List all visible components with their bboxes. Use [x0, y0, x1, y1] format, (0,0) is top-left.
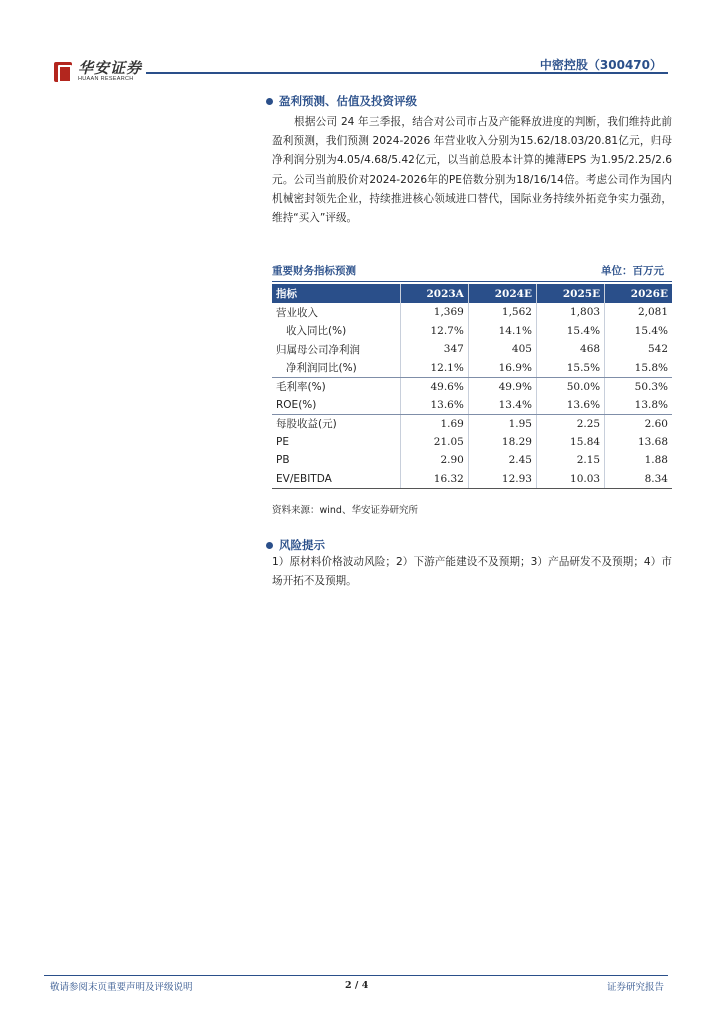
table-row	[272, 414, 672, 433]
column-header: 2024E	[468, 284, 536, 303]
table-cell: 50.0%	[536, 377, 604, 396]
page-header	[0, 0, 724, 100]
table-row	[272, 433, 672, 452]
table-cell: 1.88	[605, 451, 672, 470]
table-cell: 15.4%	[605, 322, 672, 341]
row-label: PB	[276, 454, 290, 467]
table-cell: 1,562	[468, 303, 536, 322]
table-cell: 2.45	[468, 451, 536, 470]
table-cell: 12.7%	[400, 322, 468, 341]
section-heading-text: 风险提示	[279, 538, 325, 552]
financial-forecast-table	[272, 284, 672, 489]
table-cell: 16.32	[400, 470, 468, 489]
table-cell: 12.1%	[400, 359, 468, 378]
table-title-row	[272, 263, 672, 278]
section-heading-text: 盈利预测、估值及投资评级	[279, 94, 417, 108]
table-cell: 21.05	[400, 433, 468, 452]
table-cell: 13.6%	[536, 396, 604, 415]
report-subject-title: 中密控股（300470）	[539, 58, 662, 72]
seal-icon	[54, 62, 72, 82]
table-unit: 单位：百万元	[601, 265, 664, 277]
row-label: PE	[276, 435, 289, 448]
table-cell: 15.84	[536, 433, 604, 452]
table-row	[272, 340, 672, 359]
table-cell: 15.8%	[605, 359, 672, 378]
logo-name-cn: 华安证券	[78, 59, 143, 77]
risk-paragraph: 1）原材料价格波动风险；2）下游产能建设不及预期；3）产品研发不及预期；4）市场开拓不及预期。	[272, 556, 672, 588]
table-cell: 49.9%	[468, 377, 536, 396]
company-logo	[54, 60, 142, 83]
column-header: 2025E	[536, 284, 604, 303]
table-row	[272, 470, 672, 489]
table-cell: 2.90	[400, 451, 468, 470]
table-row	[272, 359, 672, 378]
table-cell: 15.5%	[536, 359, 604, 378]
table-row	[272, 396, 672, 415]
table-row	[272, 451, 672, 470]
footer-disclaimer-note: 敬请参阅末页重要声明及评级说明	[50, 982, 193, 993]
table-cell: 50.3%	[605, 377, 672, 396]
column-header: 2023A	[400, 284, 468, 303]
table-cell: 1.69	[400, 414, 468, 433]
table-row	[272, 303, 672, 322]
bullet-icon	[266, 542, 273, 549]
table-cell: 10.03	[536, 470, 604, 489]
table-cell: 1,803	[536, 303, 604, 322]
table-cell: 15.4%	[536, 322, 604, 341]
table-cell: 13.8%	[605, 396, 672, 415]
section-heading-forecast	[266, 93, 417, 109]
table-cell: 14.1%	[468, 322, 536, 341]
table-cell: 16.9%	[468, 359, 536, 378]
table-title: 重要财务指标预测	[272, 265, 356, 277]
table-header-row	[272, 284, 672, 303]
table-cell: 49.6%	[400, 377, 468, 396]
table-cell: 8.34	[605, 470, 672, 489]
table-row	[272, 322, 672, 341]
table-cell: 347	[400, 340, 468, 359]
forecast-paragraph: 根据公司 24 年三季报，结合对公司市占及产能释放进度的判断，我们维持此前盈利预测，我们预测 2024-2026 年营业收入分别为15.62/18.03/20.81亿元，归母净利润分别为4.05/4.68/5.42亿元，以当前总股本计算的摊薄EPS 为1.95/2.25/2.6元。公司当前股价对2024-2026年的PE倍数分别为18/16/14倍。考虑公司作为国内机械密封领先企业，持续推进核心领域进口替代，国际业务持续外拓竞争实力强劲，维持“买入”评级。	[272, 116, 672, 225]
table-cell: 13.6%	[400, 396, 468, 415]
section-heading-risk	[266, 537, 325, 553]
table-title-divider	[272, 281, 672, 282]
table-cell: 542	[605, 340, 672, 359]
logo-name-en: HUAAN RESEARCH	[78, 76, 134, 82]
table-cell: 13.68	[605, 433, 672, 452]
table-cell: 13.4%	[468, 396, 536, 415]
row-label: 净利润同比(%)	[272, 359, 400, 378]
row-label: 收入同比(%)	[286, 325, 347, 338]
table-cell: 2.60	[605, 414, 672, 433]
page-number: 2 / 4	[345, 980, 369, 991]
column-header: 指标	[272, 284, 400, 303]
table-row	[272, 377, 672, 396]
table-cell: 2.25	[536, 414, 604, 433]
table-cell: 2,081	[605, 303, 672, 322]
footer-divider	[44, 975, 668, 976]
table-cell: 18.29	[468, 433, 536, 452]
row-label: 归属母公司净利润	[276, 343, 360, 356]
row-label: 毛利率(%)	[276, 381, 326, 393]
column-header: 2026E	[605, 284, 672, 303]
table-cell: 12.93	[468, 470, 536, 489]
table-cell: 2.15	[536, 451, 604, 470]
table-source-note: 资料来源：wind、华安证券研究所	[272, 505, 418, 516]
table-cell: 468	[536, 340, 604, 359]
table-cell: 405	[468, 340, 536, 359]
bullet-icon	[266, 98, 273, 105]
table-cell: 1,369	[400, 303, 468, 322]
row-label: 营业收入	[276, 306, 318, 319]
row-label: EV/EBITDA	[272, 470, 400, 489]
table-cell: 1.95	[468, 414, 536, 433]
row-label: 每股收益(元)	[276, 418, 337, 430]
header-divider	[146, 72, 668, 74]
row-label: ROE(%)	[272, 396, 400, 415]
footer-report-type: 证券研究报告	[606, 982, 664, 993]
